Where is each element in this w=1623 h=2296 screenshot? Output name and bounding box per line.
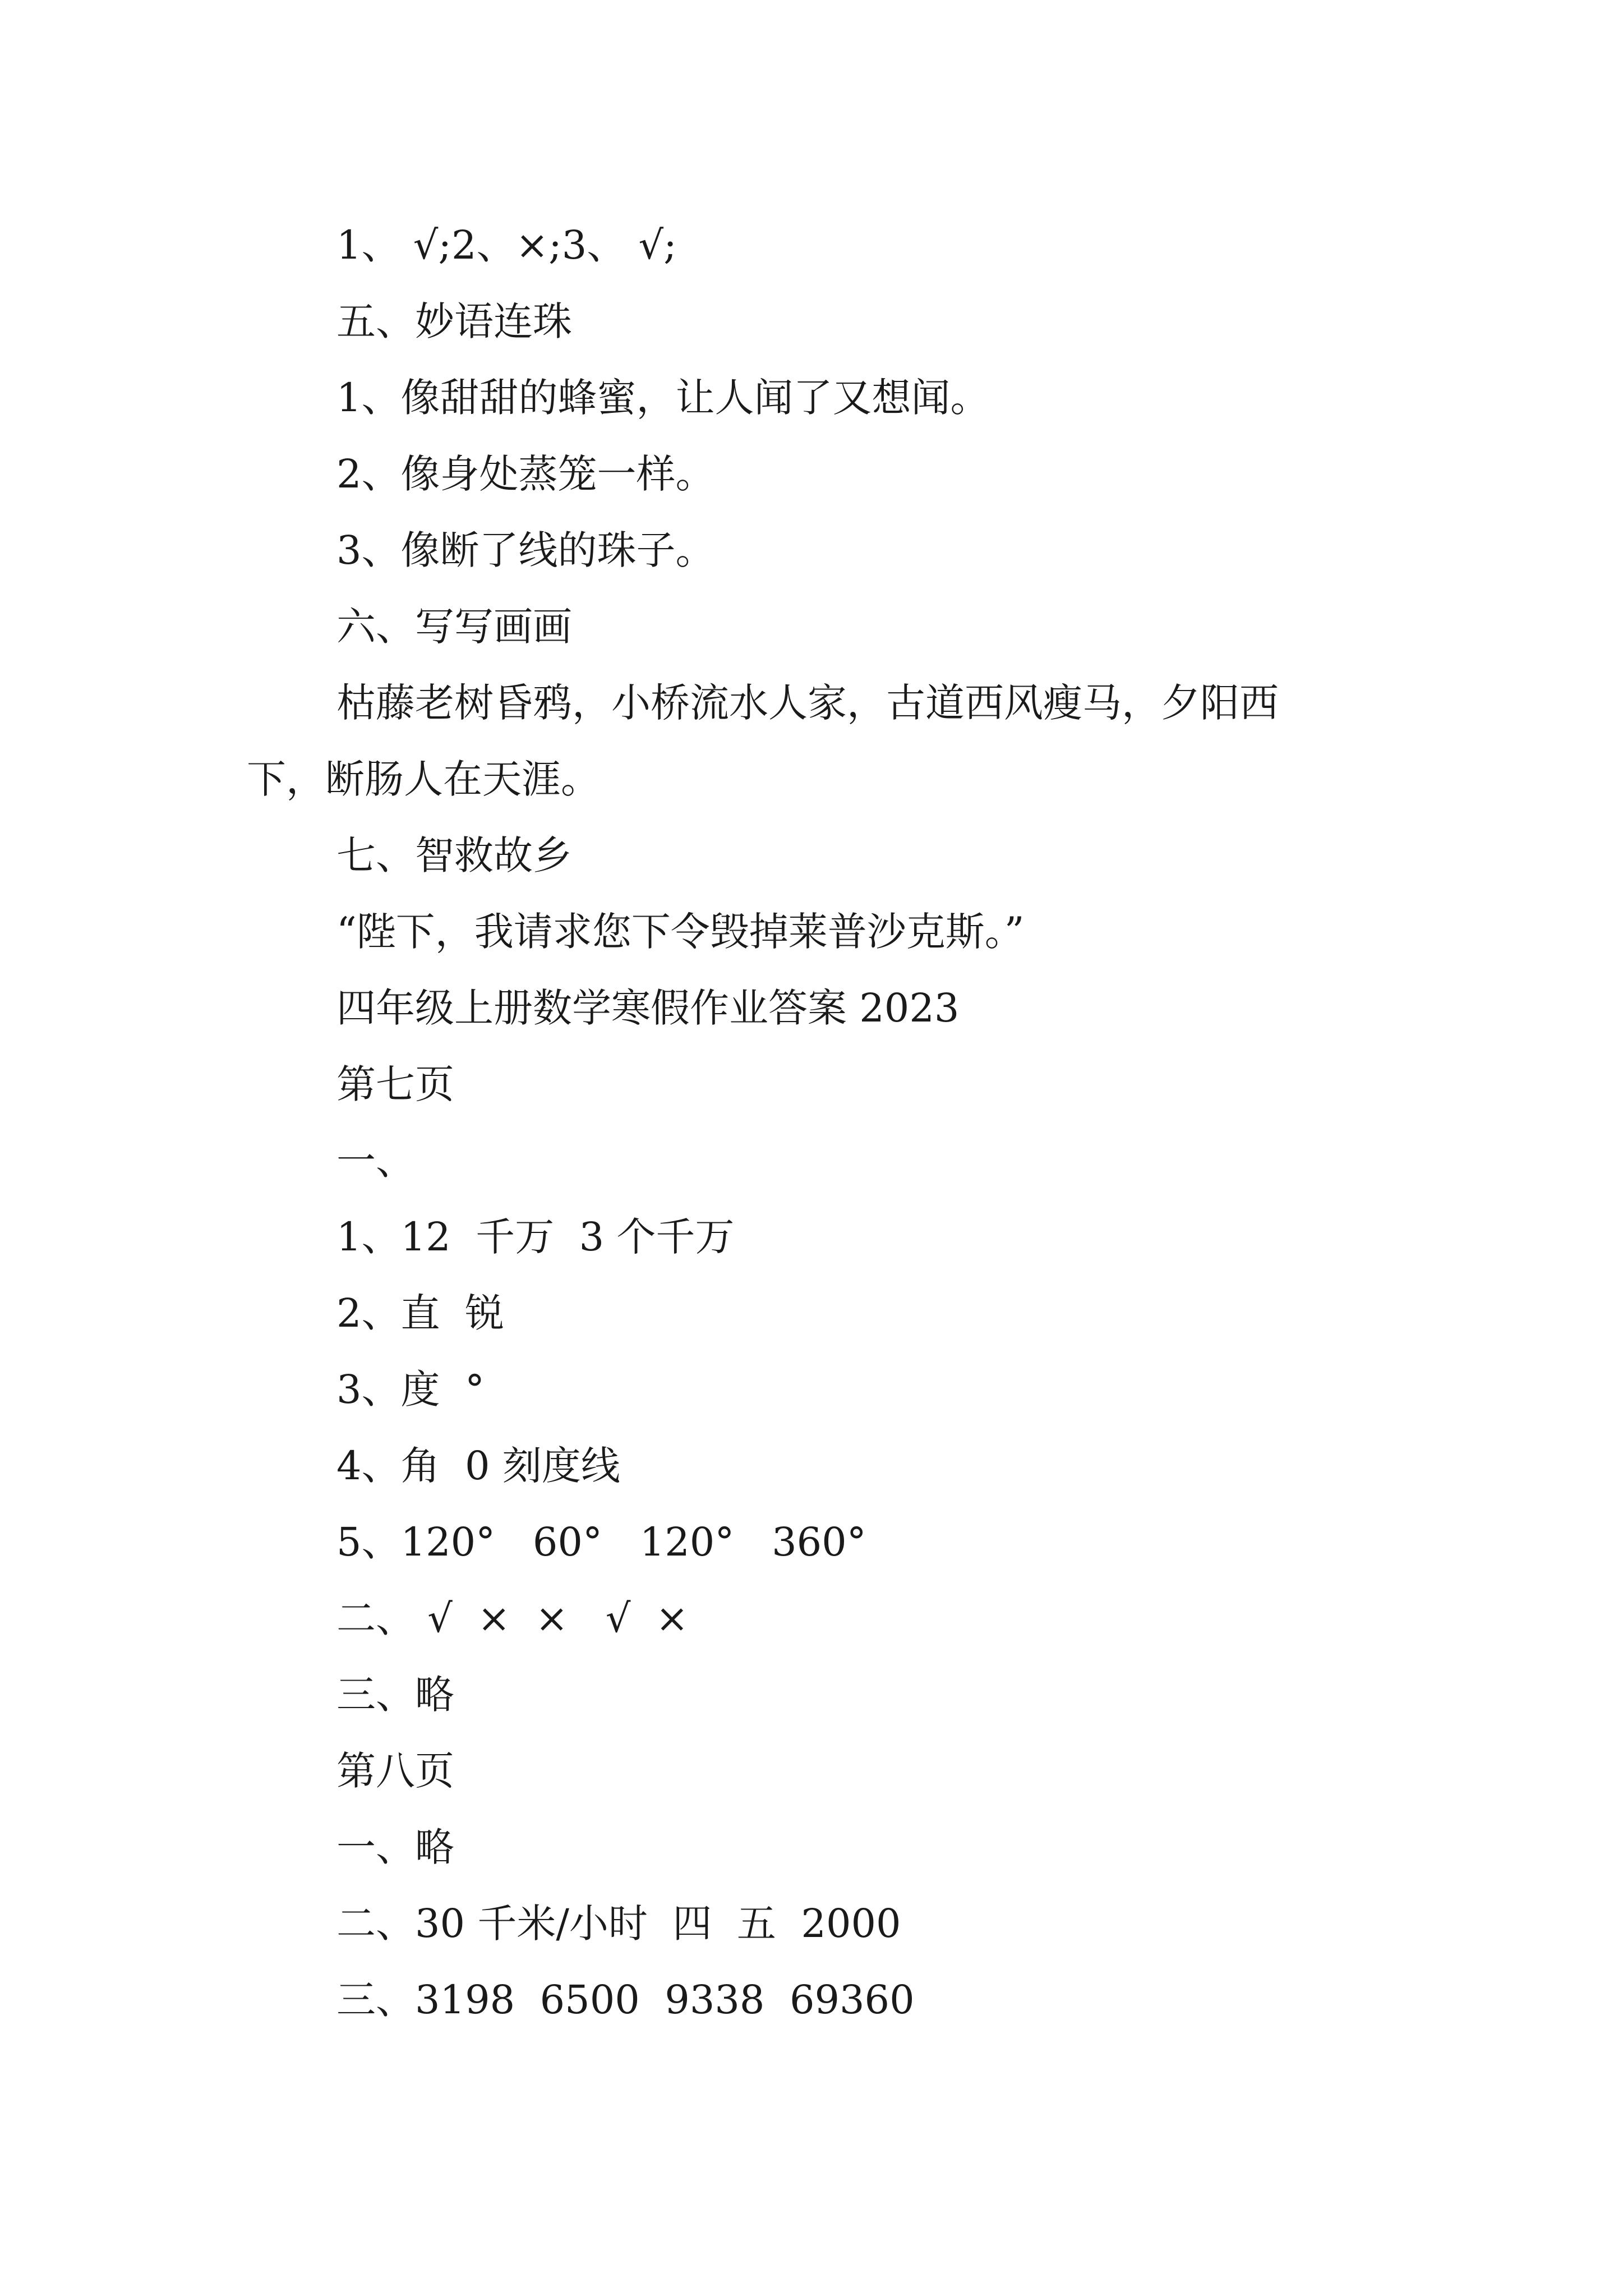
page-7-part-2: 二、 √ × × √ × xyxy=(336,1595,689,1641)
answer-line-5-2: 2、像身处蒸笼一样。 xyxy=(336,451,715,497)
section-heading-5: 五、妙语连珠 xyxy=(336,298,572,344)
quote-line: “陛下，我请求您下令毁掉莱普沙克斯。” xyxy=(336,909,1025,955)
page-7-item-2: 2、直 锐 xyxy=(336,1290,505,1336)
page-7-part-1: 一、 xyxy=(336,1138,415,1184)
page-7-part-3: 三、略 xyxy=(336,1672,454,1718)
page-7-item-4: 4、角 0 刻度线 xyxy=(336,1443,620,1489)
page-7-item-5: 5、120° 60° 120° 360° xyxy=(336,1519,866,1565)
page-8-heading: 第八页 xyxy=(336,1748,454,1794)
math-answers-title: 四年级上册数学寒假作业答案 2023 xyxy=(336,985,960,1031)
page-7-item-3: 3、度 ° xyxy=(336,1366,485,1412)
page-7-heading: 第七页 xyxy=(336,1061,454,1107)
poem-line-1: 枯藤老树昏鸦，小桥流水人家，古道西风瘦马，夕阳西 xyxy=(336,680,1279,726)
section-heading-6: 六、写写画画 xyxy=(336,604,572,650)
page-7-item-1: 1、12 千万 3 个千万 xyxy=(336,1214,735,1260)
page-8-part-2: 二、30 千米/小时 四 五 2000 xyxy=(336,1901,901,1947)
answer-line-5-3: 3、像断了线的珠子。 xyxy=(336,527,715,573)
section-heading-7: 七、智救故乡 xyxy=(336,832,572,878)
answer-line-tf: 1、 √;2、×;3、 √; xyxy=(336,222,677,268)
page-8-part-3: 三、3198 6500 9338 69360 xyxy=(336,1977,915,2023)
page-8-part-1: 一、略 xyxy=(336,1824,454,1870)
poem-line-2: 下，断肠人在天涯。 xyxy=(247,756,600,802)
answer-line-5-1: 1、像甜甜的蜂蜜，让人闻了又想闻。 xyxy=(336,375,990,421)
